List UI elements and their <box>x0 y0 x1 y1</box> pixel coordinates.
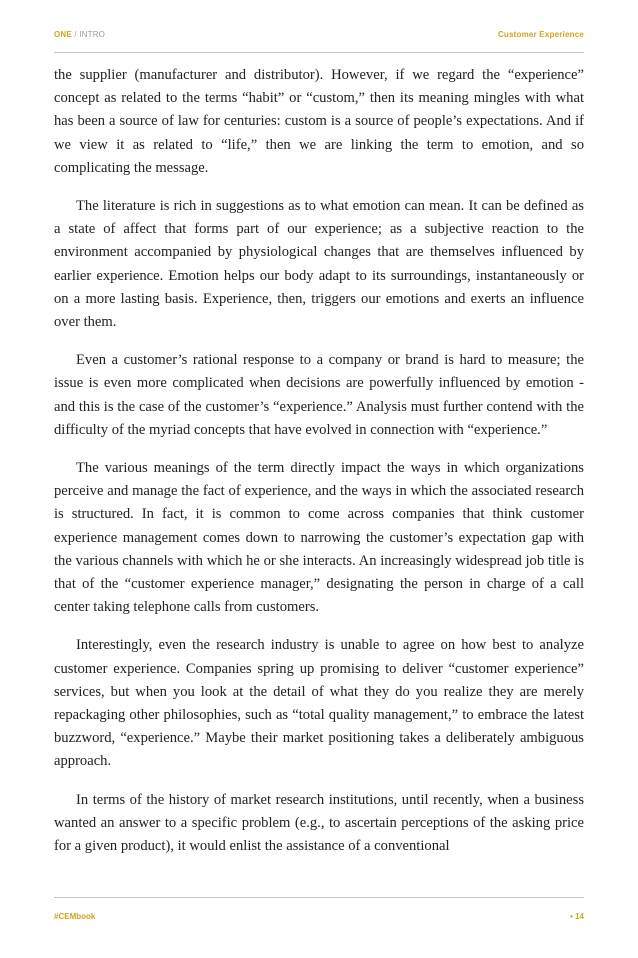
chapter-breadcrumb <box>54 30 105 39</box>
header-divider <box>54 52 584 53</box>
paragraph-5: Interestingly, even the research industry is unable to agree on how best to analyze customer experience. Companies spring up promising to deliver “customer experience” services, but when you look at the detail of what they do you realize they are merely repackaging other philosophies, such as “total quality management,” to embrace the latest buzzword, “experience.” Maybe their market positioning takes a deliberately ambiguous approach. <box>54 637 584 770</box>
breadcrumb-separator: / <box>71 30 80 39</box>
book-hashtag: #CEMbook <box>54 912 96 921</box>
paragraph-2: The literature is rich in suggestions as to what emotion can mean. It can be defined as a state of affect that forms part of our experience; as a subjective reaction to the environment accompanied by physiological changes that are themselves influenced by earlier experience. Emotion helps our body adapt to its surroundings, instantaneously or on a more lasting basis. Experience, then, triggers our emotions and exerts an influence over them. <box>54 198 584 331</box>
paragraph-1: the supplier (manufacturer and distributor). However, if we regard the “experience” concept as related to the terms “habit” or “custom,” then its meaning mingles with what has been a source of law for centuries: custom is a source of people’s expectations. And if we view it as related to “life,” then we are linking the term to emotion, and so complicating the message. <box>54 67 584 176</box>
page-number: • 14 <box>570 912 584 921</box>
running-header <box>54 30 584 44</box>
paragraph-3: Even a customer’s rational response to a company or brand is hard to measure; the issue is even more complicated when decisions are powerfully influenced by emotion - and this is the case of the customer’s “experience.” Analysis must further contend with the difficulty of the myriad concepts that have evolved in connection with “experience.” <box>54 352 584 438</box>
paragraph-6: In terms of the history of market research institutions, until recently, when a business wanted an answer to a specific problem (e.g., to ascertain perceptions of the asking price for a given product), it would enlist the assistance of a conventional <box>54 791 584 855</box>
chapter-label: ONE <box>54 30 72 39</box>
body-text <box>54 64 584 873</box>
book-title: Customer Experience <box>497 30 584 39</box>
paragraph-4: The various meanings of the term directly impact the ways in which organizations perceive and manage the fact of experience, and the ways in which the associated research is structured. In fact, it is common to come across companies that think customer experience management comes down to narrowing the customer’s expectation gap with the various channels with which he or she interacts. An increasingly widespread job title is that of the “customer experience manager,” designating the person in charge of a call center taking telephone calls from customers. <box>54 460 584 616</box>
footer-divider <box>54 897 584 898</box>
section-label: INTRO <box>79 30 106 39</box>
